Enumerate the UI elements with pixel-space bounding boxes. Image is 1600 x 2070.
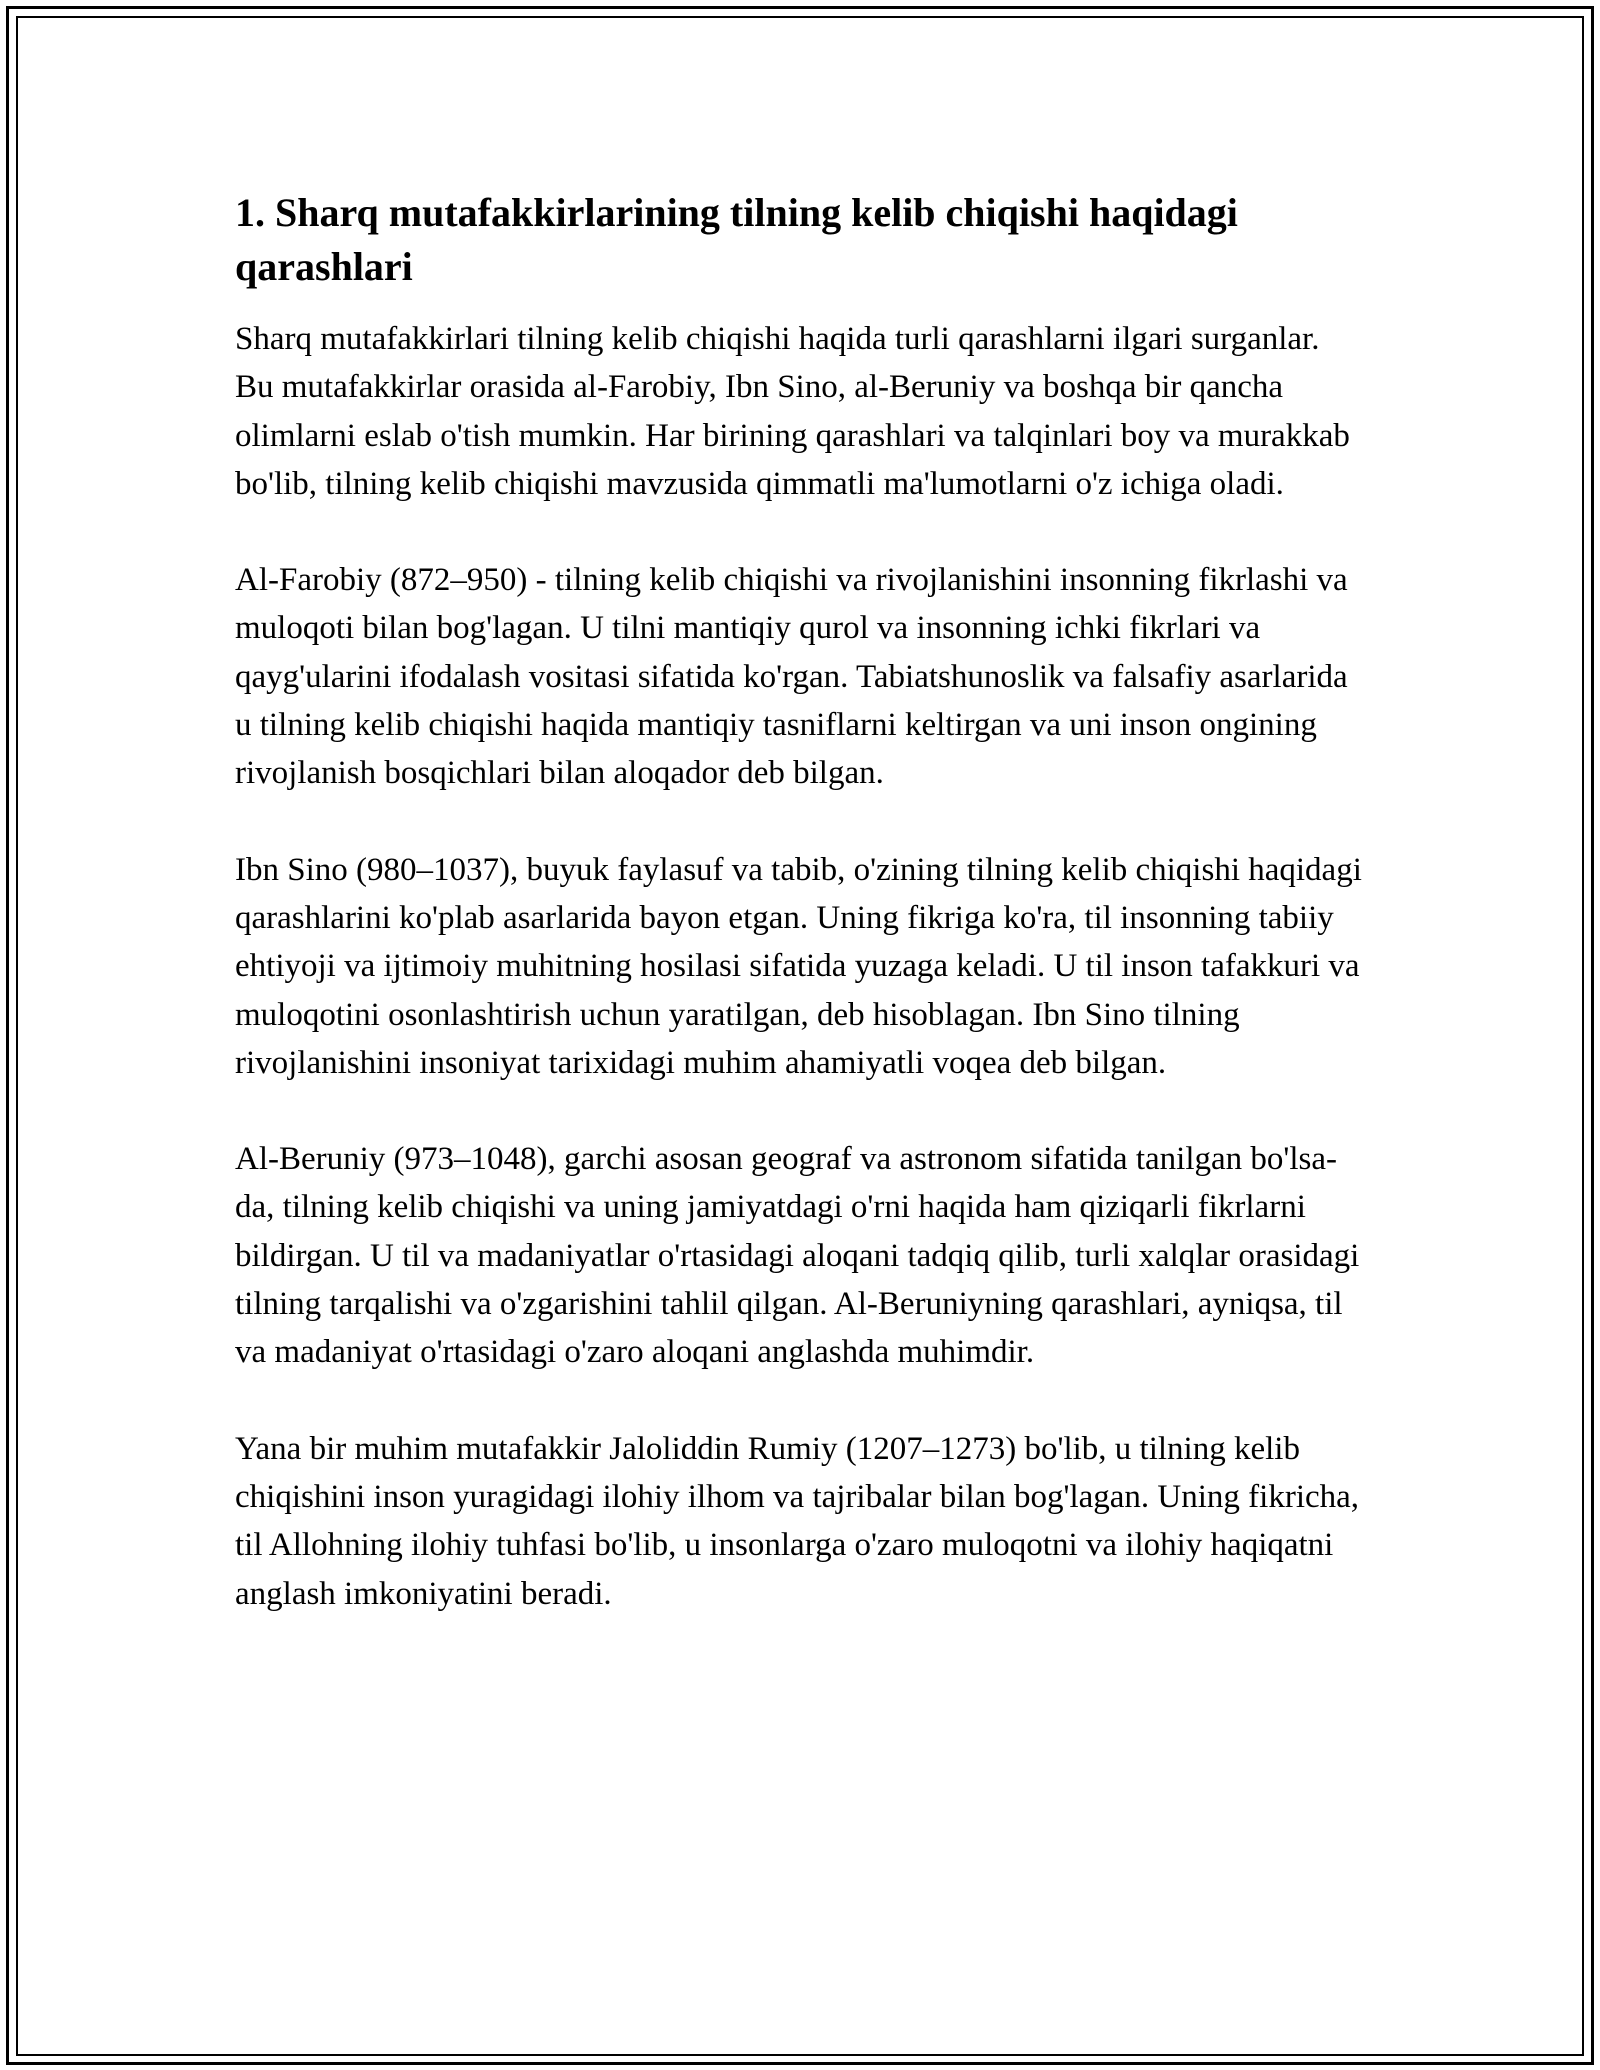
paragraph-ibn-sino: Ibn Sino (980–1037), buyuk faylasuf va tabib, o'zining tilning kelib chiqishi haqidagi qarashlarini ko'plab asarlarida bayon etgan. Uning fikriga ko'ra, til insonning tabiiy ehtiyoji va ijtimoiy muhitning hosilasi sifatida yuzaga keladi. U til inson tafakkuri va muloqotini osonlashtirish uchun yaratilgan, deb hisoblagan. Ibn Sino tilning rivojlanishini insoniyat tarixidagi muhim ahamiyatli voqea deb bilgan. bbox=[235, 851, 1362, 1081]
paragraph-al-farobiy: Al-Farobiy (872–950) - tilning kelib chiqishi va rivojlanishini insonning fikrlashi va muloqoti bilan bog'lagan. U tilni mantiqiy qurol va insonning ichki fikrlari va qayg'ularini ifodalash vositasi sifatida ko'rgan. Tabiatshunoslik va falsafiy asarlarida u tilning kelib chiqishi haqida mantiqiy tasniflarni keltirgan va uni inson ongining rivojlanish bosqichlari bilan aloqador deb bilgan. bbox=[235, 562, 1348, 792]
paragraph-intro: Sharq mutafakkirlari tilning kelib chiqishi haqida turli qarashlarni ilgari surganlar. Bu mutafakkirlar orasida al-Farobiy, Ibn Sino, al-Beruniy va boshqa bir qancha olimlarni eslab o'tish mumkin. Har birining qarashlari va talqinlari boy va murakkab bo'lib, tilning kelib chiqishi mavzusida qimmatli ma'lumotlarni o'z ichiga oladi. bbox=[235, 321, 1350, 502]
section-title: 1. Sharq mutafakkirlarining tilning kelib chiqishi haqidagi qarashlari bbox=[235, 190, 1238, 289]
paragraph-rumiy: Yana bir muhim mutafakkir Jaloliddin Rumiy (1207–1273) bo'lib, u tilning kelib chiqishini inson yuragidagi ilohiy ilhom va tajribalar bilan bog'lagan. Uning fikricha, til Allohning ilohiy tuhfasi bo'lib, u insonlarga o'zaro muloqotni va ilohiy haqiqatni anglash imkoniyatini beradi. bbox=[235, 1430, 1360, 1612]
document-body bbox=[235, 186, 1365, 1666]
paragraph-al-beruniy: Al-Beruniy (973–1048), garchi asosan geograf va astronom sifatida tanilgan bo'lsa-da, tilning kelib chiqishi va uning jamiyatdagi o'rni haqida ham qiziqarli fikrlarni bildirgan. U til va madaniyatlar o'rtasidagi aloqani tadqiq qilib, turli xalqlar orasidagi tilning tarqalishi va o'zgarishini tahlil qilgan. Al-Beruniyning qarashlari, ayniqsa, til va madaniyat o'rtasidagi o'zaro aloqani anglashda muhimdir. bbox=[235, 1141, 1360, 1371]
